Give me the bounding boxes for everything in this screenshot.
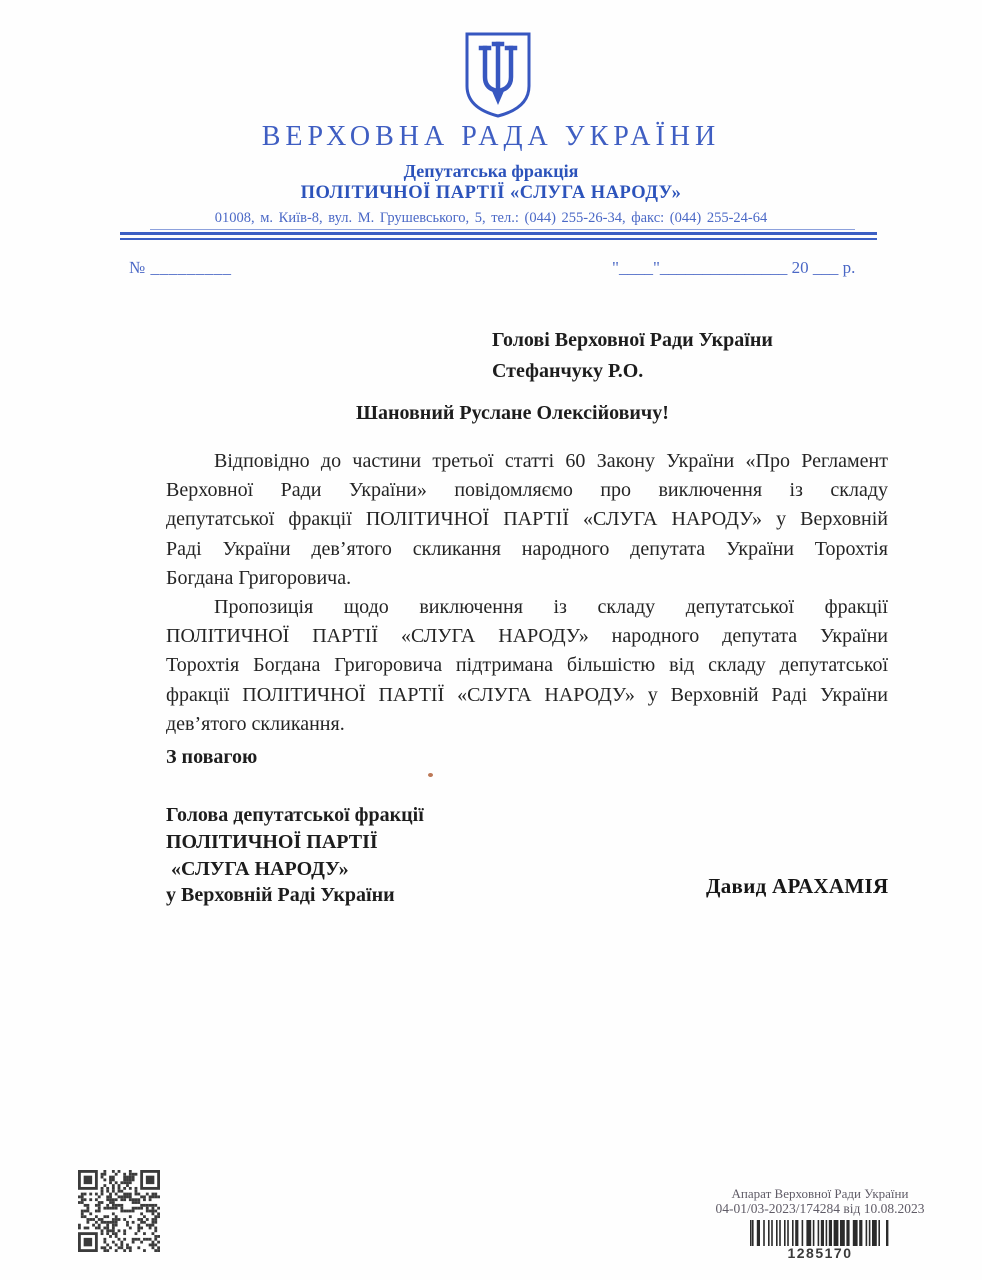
barcode-number: 1285170	[787, 1245, 853, 1261]
body-line: депутатської фракції ПОЛІТИЧНОЇ ПАРТІЇ «СЛУГА НАРОДУ» у Верховній	[166, 508, 888, 531]
party-subtitle: ПОЛІТИЧНОЇ ПАРТІЇ «СЛУГА НАРОДУ»	[300, 183, 682, 203]
body-line: Верховної Ради України» повідомляємо про виключення із складу	[166, 479, 888, 502]
doc-date-blank: "____"_______________ 20 ___ р.	[612, 258, 856, 277]
body-line: дев’ятого скликання.	[166, 712, 345, 735]
salutation: Шановний Руслане Олексійовичу!	[356, 402, 669, 424]
letter-body	[166, 447, 888, 739]
stamp-number-line: 04-01/03-2023/174284 від 10.08.2023	[715, 1201, 925, 1216]
registration-stamp	[692, 1186, 948, 1261]
signature-title-line: «СЛУГА НАРОДУ»	[171, 857, 349, 880]
barcode-icon	[750, 1220, 890, 1246]
qr-code-icon	[78, 1170, 160, 1252]
letterhead-divider	[120, 232, 877, 240]
recipient-block	[492, 325, 773, 387]
signature-title-line: Голова депутатської фракції	[166, 804, 424, 826]
coat-of-arms-icon	[461, 30, 535, 120]
recipient-line: Голові Верховної Ради України	[492, 329, 773, 351]
body-line: фракції ПОЛІТИЧНОЇ ПАРТІЇ «СЛУГА НАРОДУ» у Верховній Раді України	[166, 683, 888, 706]
body-line: Пропозиція щодо виключення із складу депутатської фракції	[214, 595, 888, 618]
org-title: ВЕРХОВНА РАДА УКРАЇНИ	[261, 121, 721, 152]
body-line: ПОЛІТИЧНОЇ ПАРТІЇ «СЛУГА НАРОДУ» народного депутата України	[166, 625, 888, 648]
body-line: Богдана Григоровича.	[166, 566, 352, 589]
signature-titles	[166, 802, 424, 909]
body-paragraph	[166, 447, 888, 593]
body-line: Відповідно до частини третьої статті 60 Закону України «Про Регламент	[214, 450, 888, 472]
body-line: Торохтія Богдана Григоровича підтримана більшістю від складу депутатської	[166, 654, 888, 677]
signature-title-line: ПОЛІТИЧНОЇ ПАРТІЇ	[166, 830, 378, 853]
closing-phrase: З повагою	[166, 746, 258, 768]
signer-name: Давид АРАХАМІЯ	[706, 874, 889, 898]
letterhead-rule-thin	[150, 229, 855, 230]
recipient-line: Стефанчуку Р.О.	[492, 360, 644, 382]
address-line: 01008, м. Київ-8, вул. М. Грушевського, 5, тел.: (044) 255-26-34, факс: (044) 255-24-64	[214, 210, 768, 226]
signature-title-line: у Верховній Раді України	[166, 884, 395, 907]
ink-dot	[428, 773, 433, 777]
stamp-org-line: Апарат Верховної Ради України	[731, 1186, 909, 1201]
doc-number-blank: № _________	[129, 258, 232, 277]
body-line: Раді України дев’ятого скликання народного депутата України Торохтія	[166, 537, 888, 560]
faction-subtitle: Депутатська фракція	[403, 161, 579, 181]
body-paragraph	[166, 593, 888, 739]
